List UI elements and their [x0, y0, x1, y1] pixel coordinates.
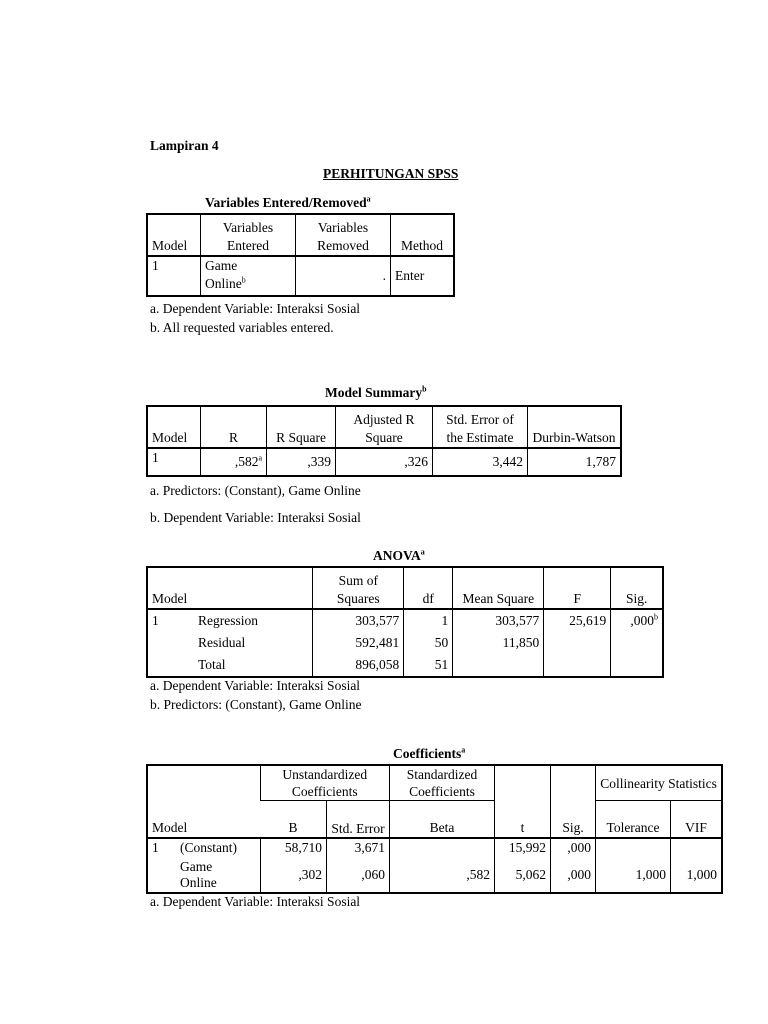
coef-sig-cell: ,000 — [551, 858, 596, 893]
anova-col-sig: Sig. — [625, 591, 648, 606]
anova-ms-cell: 11,850 — [453, 632, 544, 654]
anova-f-cell — [544, 654, 611, 677]
anova-sig-cell — [611, 654, 663, 677]
ms-r-square-cell: ,339 — [267, 448, 336, 476]
ms-adj-r-square-cell: ,326 — [336, 448, 433, 476]
coef-header-blank-sig — [551, 765, 596, 801]
coef-col-beta: Beta — [390, 801, 495, 838]
coef-tol-cell — [596, 838, 671, 858]
ms-r-value: ,582 — [234, 454, 259, 469]
anova-title-text: ANOVA — [373, 548, 421, 563]
ve-entered-cell — [201, 256, 296, 296]
anova-model-cell-blank — [147, 654, 194, 677]
anova-col-ms: Mean Square — [453, 567, 544, 609]
ms-col-adj-r-square: Adjusted R Square — [336, 406, 433, 448]
coef-col-vif: VIF — [685, 819, 707, 835]
coef-col-t: t — [495, 801, 551, 838]
model-summary-title-text: Model Summary — [325, 385, 423, 400]
ms-col-model: Model — [147, 406, 201, 448]
anova-ss-cell: 303,577 — [313, 609, 404, 632]
variables-entered-title-sup: a — [366, 194, 371, 204]
col-variables-removed: Variables Removed — [296, 214, 391, 256]
coef-model-cell-blank — [147, 858, 176, 893]
coef-group-std: Standardized Coefficients — [390, 765, 495, 801]
anova-col-model: Model — [147, 567, 313, 609]
coef-vif-cell: 1,000 — [686, 866, 717, 882]
anova-ss-cell: 896,058 — [313, 654, 404, 677]
anova-f-cell: 25,619 — [544, 609, 611, 632]
coef-header-blank — [147, 765, 260, 801]
anova-row-label: Regression — [194, 609, 313, 632]
anova-model-cell: 1 — [152, 613, 159, 628]
coef-vif-cell — [671, 838, 722, 858]
document-title: PERHITUNGAN SPSS — [323, 166, 459, 181]
variables-entered-title-text: Variables Entered/Removed — [205, 195, 367, 210]
anova-col-df: df — [404, 567, 453, 609]
ms-r-cell — [201, 448, 267, 476]
coef-se-cell: 3,671 — [327, 838, 390, 858]
variables-entered-table — [146, 213, 455, 297]
ve-note-b: b. All requested variables entered. — [150, 320, 334, 335]
coef-b-cell: ,302 — [260, 858, 327, 893]
coef-t-cell: 5,062 — [495, 858, 551, 893]
anova-note-a: a. Dependent Variable: Interaksi Sosial — [150, 678, 361, 693]
model-summary-table — [146, 405, 622, 477]
anova-ss-cell: 592,481 — [313, 632, 404, 654]
coef-model-cell: 1 — [152, 840, 159, 855]
ms-note-a: a. Predictors: (Constant), Game Online — [150, 483, 361, 498]
anova-sig-cell — [611, 609, 663, 632]
coefficients-table — [146, 764, 723, 894]
col-variables-entered: Variables Entered — [201, 214, 296, 256]
coef-row-label: (Constant) — [176, 838, 260, 858]
ve-entered-line2: Online — [205, 276, 242, 291]
ms-r-sup: a — [258, 453, 262, 463]
coef-note-a: a. Dependent Variable: Interaksi Sosial — [150, 894, 361, 909]
coef-group-collinearity: Collinearity Statistics — [596, 765, 722, 801]
variables-entered-title — [205, 195, 371, 211]
anova-col-f: F — [544, 567, 611, 609]
coef-sig-cell: ,000 — [551, 838, 596, 858]
col-model: Model — [147, 214, 201, 256]
ve-removed-cell: . — [296, 256, 391, 296]
coef-col-model: Model — [152, 819, 188, 835]
coef-beta-cell — [390, 838, 495, 858]
ms-std-error-cell: 3,442 — [433, 448, 528, 476]
coef-header-blank-t — [495, 765, 551, 801]
coefficients-title-sup: a — [461, 745, 466, 755]
coefficients-title-text: Coefficients — [393, 746, 462, 761]
anova-sig-cell — [611, 632, 663, 654]
coef-label-line2: Online — [180, 874, 217, 890]
coef-row-label — [176, 858, 260, 893]
ms-col-r-square: R Square — [267, 406, 336, 448]
anova-note-b: b. Predictors: (Constant), Game Online — [150, 697, 362, 712]
model-summary-title — [325, 385, 427, 401]
coef-tol-cell: 1,000 — [596, 858, 671, 893]
anova-sig-value: ,000 — [630, 613, 654, 628]
ve-entered-sup: b — [241, 275, 246, 285]
ms-model-cell: 1 — [147, 448, 201, 476]
anova-f-cell — [544, 632, 611, 654]
anova-title-sup: a — [420, 547, 425, 557]
ve-entered-line1: Game — [205, 258, 238, 273]
anova-df-cell: 1 — [404, 609, 453, 632]
anova-row-label: Total — [194, 654, 313, 677]
coefficients-title — [393, 746, 465, 762]
coef-b-cell: 58,710 — [260, 838, 327, 858]
lampiran-label: Lampiran 4 — [150, 138, 219, 153]
coef-label-line1: Game — [180, 858, 213, 874]
ve-model-cell: 1 — [147, 256, 201, 296]
anova-title — [373, 548, 425, 564]
coef-beta-cell: ,582 — [390, 858, 495, 893]
anova-ms-cell — [453, 654, 544, 677]
coef-col-std-error: Std. Error — [327, 801, 390, 838]
anova-row-label: Residual — [194, 632, 313, 654]
ms-durbin-watson-cell: 1,787 — [585, 454, 616, 469]
anova-ms-cell: 303,577 — [453, 609, 544, 632]
coef-col-tolerance: Tolerance — [596, 801, 671, 838]
anova-model-cell-blank — [147, 632, 194, 654]
anova-df-cell: 51 — [404, 654, 453, 677]
col-method: Method — [401, 238, 443, 253]
model-summary-title-sup: b — [422, 384, 427, 394]
ve-method-cell: Enter — [395, 268, 425, 283]
coef-se-cell: ,060 — [327, 858, 390, 893]
coef-group-unstd: Unstandardized Coefficients — [260, 765, 390, 801]
coef-col-b: B — [260, 801, 327, 838]
anova-table — [146, 566, 664, 678]
anova-col-ss: Sum of Squares — [313, 567, 404, 609]
ms-col-durbin-watson: Durbin-Watson — [532, 430, 616, 445]
ms-col-std-error: Std. Error of the Estimate — [433, 406, 528, 448]
coef-t-cell: 15,992 — [495, 838, 551, 858]
ms-note-b: b. Dependent Variable: Interaksi Sosial — [150, 510, 361, 525]
anova-df-cell: 50 — [404, 632, 453, 654]
ve-note-a: a. Dependent Variable: Interaksi Sosial — [150, 301, 361, 316]
coef-col-sig: Sig. — [551, 801, 596, 838]
ms-col-r: R — [201, 406, 267, 448]
anova-sig-sup: b — [654, 612, 658, 622]
